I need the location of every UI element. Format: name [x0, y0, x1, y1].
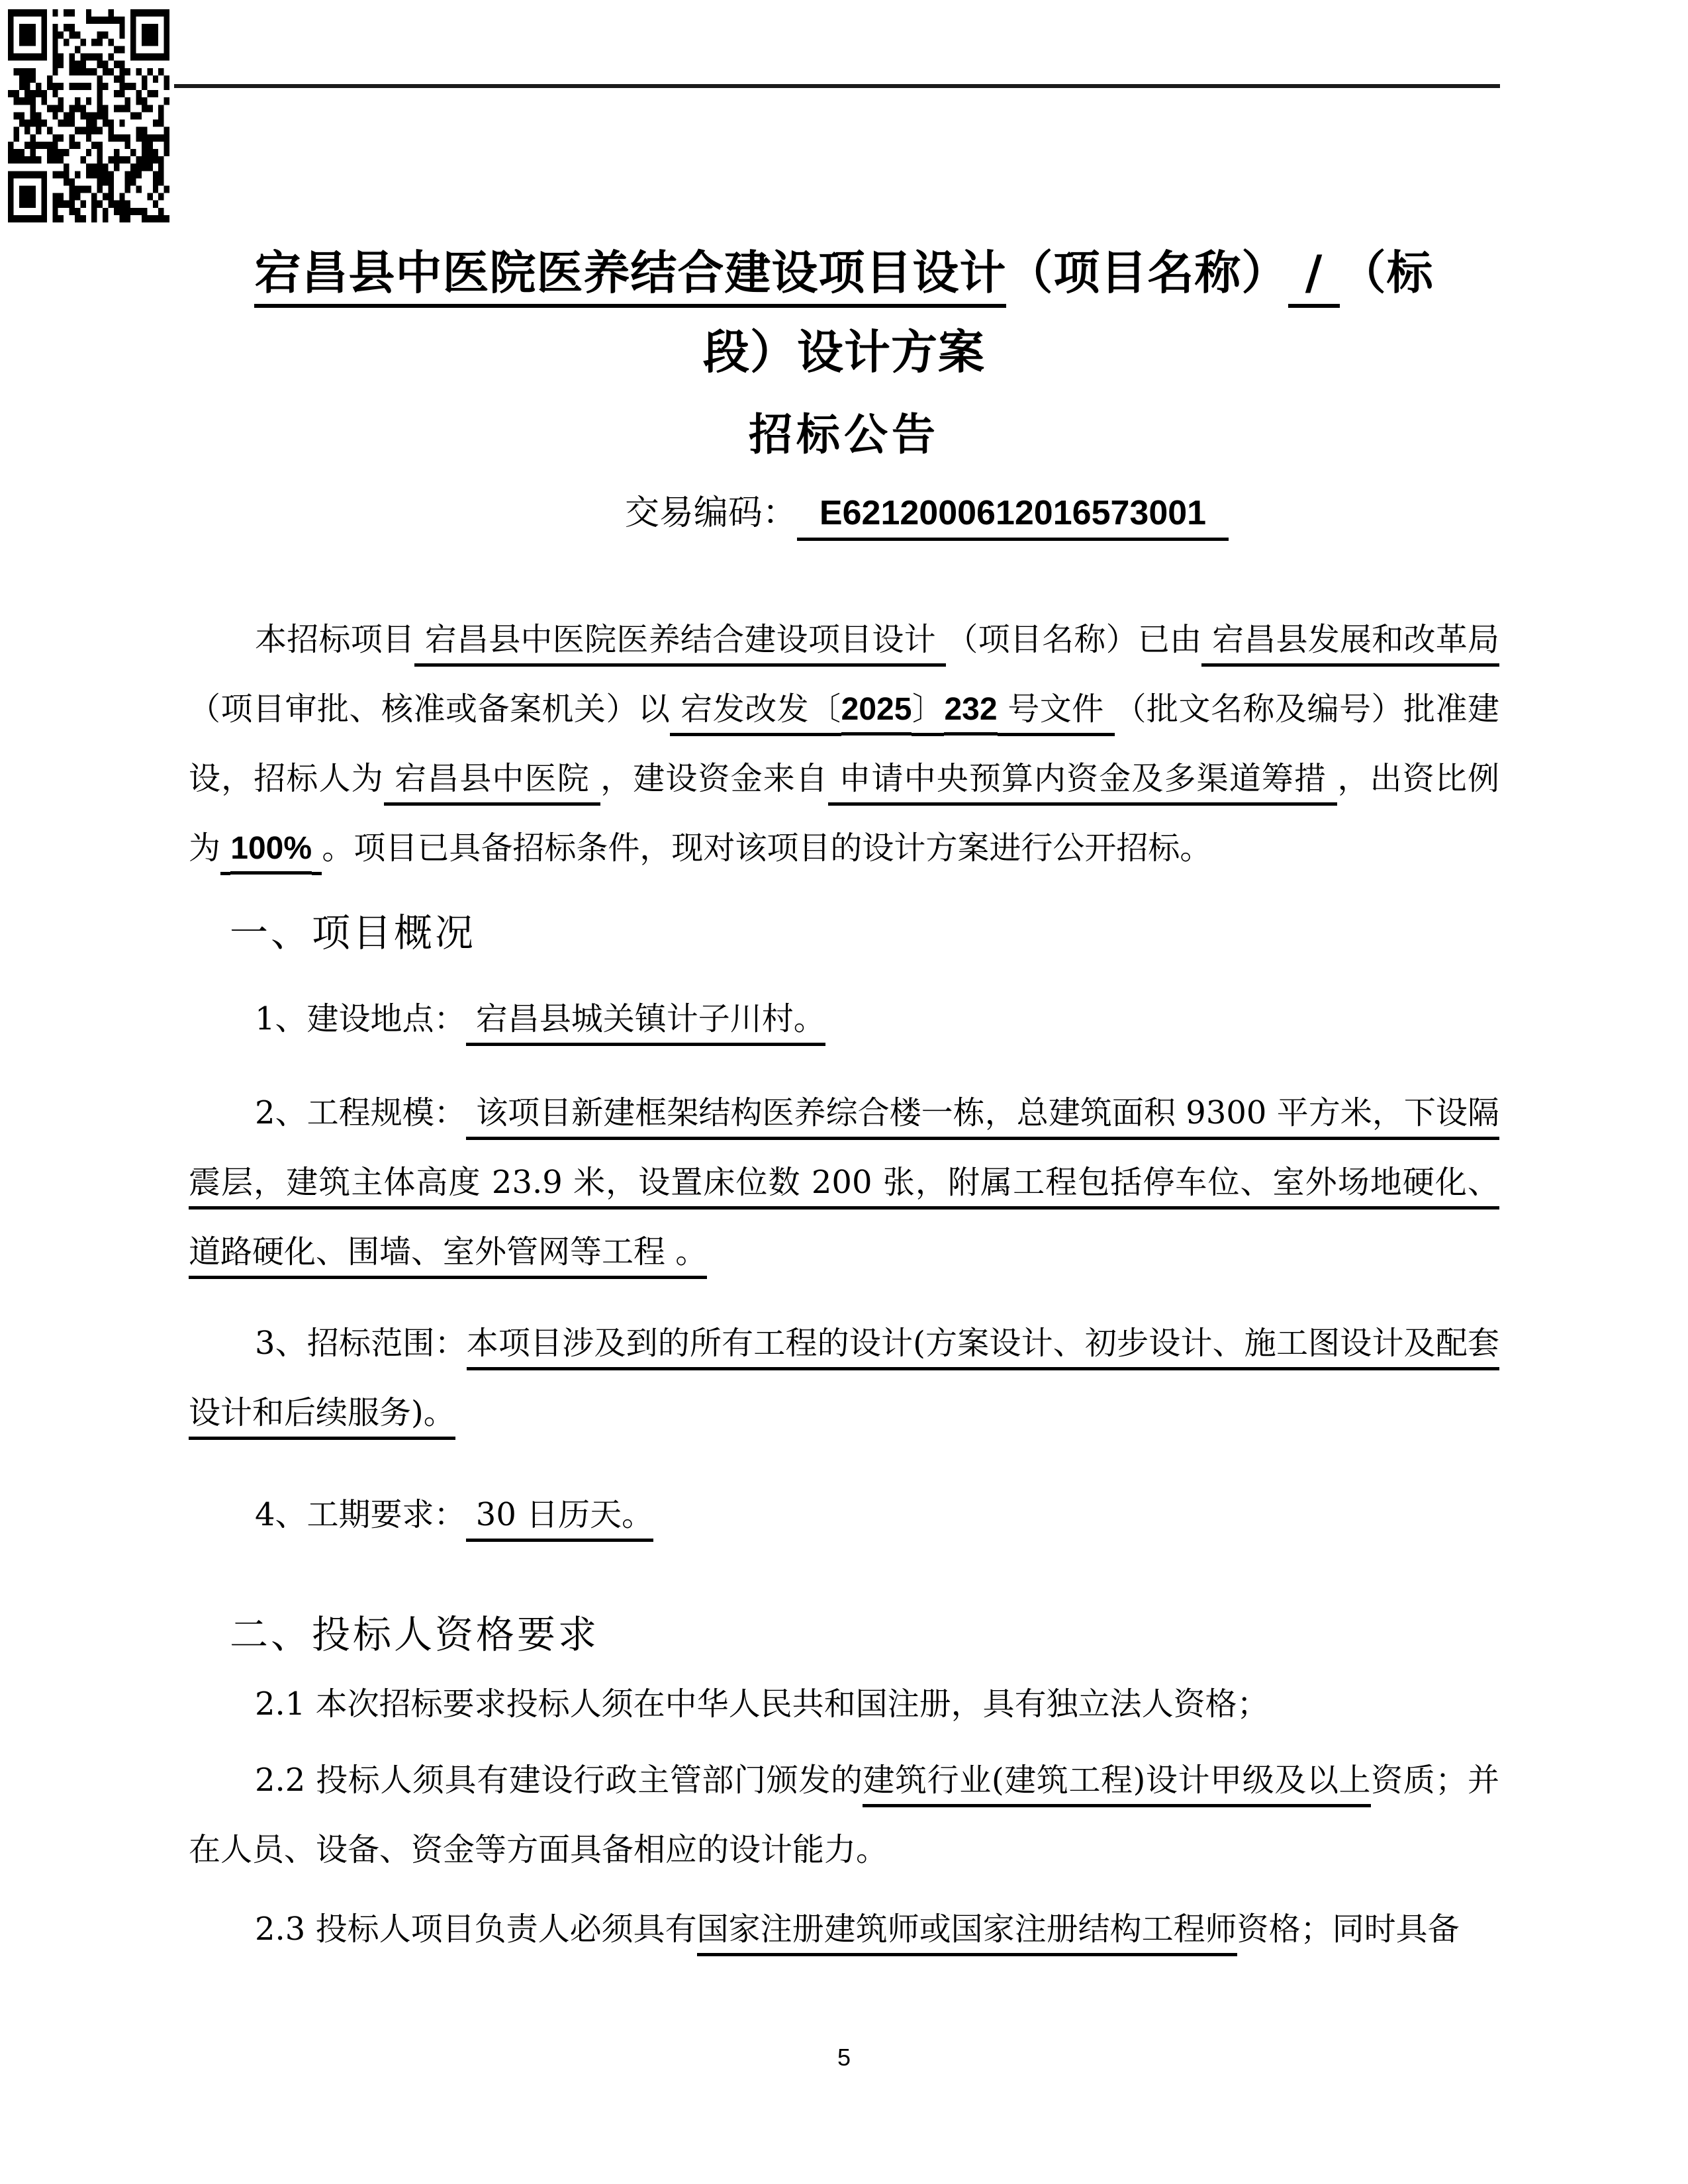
document-title-line-1: 宕昌县中医院医养结合建设项目设计（项目名称） / （标 [189, 233, 1499, 312]
section-2-item-1: 2.1 本次招标要求投标人须在中华人民共和国注册，具有独立法人资格； [255, 1685, 1269, 1723]
page-number: 5 [837, 2044, 851, 2071]
document-body [189, 0, 1499, 1964]
section-1-item-4: 4、工期要求： 30 日历天。 [189, 1480, 1499, 1550]
section-2-heading: 二、投标人资格要求 [230, 1612, 600, 1657]
section-1-item-3: 3、招标范围：本项目涉及到的所有工程的设计(方案设计、初步设计、施工图设计及配套设计和后续服务)。 [189, 1309, 1499, 1448]
document-title-line-2: 段）设计方案 [703, 325, 985, 379]
section-2-item-2: 2.2 投标人须具有建设行政主管部门颁发的建筑行业(建筑工程)设计甲级及以上资质；并在人员、设备、资金等方面具备相应的设计能力。 [189, 1762, 1499, 1868]
section-1-heading: 一、项目概况 [230, 910, 477, 955]
section-1-item-2: 2、工程规模： 该项目新建框架结构医养综合楼一栋，总建筑面积 9300 平方米，下设隔震层，建筑主体高度 23.9 米，设置床位数 200 张，附属工程包括停车位、室外场地硬化、道路硬化、围墙、室外管网等工程 。 [189, 1078, 1499, 1287]
intro-paragraph: 本招标项目 宕昌县中医院医养结合建设项目设计 （项目名称）已由 宕昌县发展和改革局 （项目审批、核准或备案机关）以 宕发改发〔2025〕232 号文件 （批文名称及编号）批准建设，招标人为 宕昌县中医院 ，建设资金来自 申请中央预算内资金及多渠道筹措 ，出资比例为 100% 。项目已具备招标条件，现对该项目的设计方案进行公开招标。 [189, 605, 1499, 883]
document-title [189, 233, 1499, 392]
announcement-heading: 招标公告 [749, 409, 939, 460]
transaction-code-value: E6212000612016573001 [797, 494, 1229, 541]
section-2-item-3: 2.3 投标人项目负责人必须具有国家注册建筑师或国家注册结构工程师资格；同时具备 [189, 1895, 1499, 1964]
section-1-item-1: 1、建设地点： 宕昌县城关镇计子川村。 [189, 984, 1499, 1054]
qr-code-icon [8, 9, 169, 222]
transaction-code-line [189, 486, 1499, 540]
transaction-code-label: 交易编码： [624, 493, 797, 533]
